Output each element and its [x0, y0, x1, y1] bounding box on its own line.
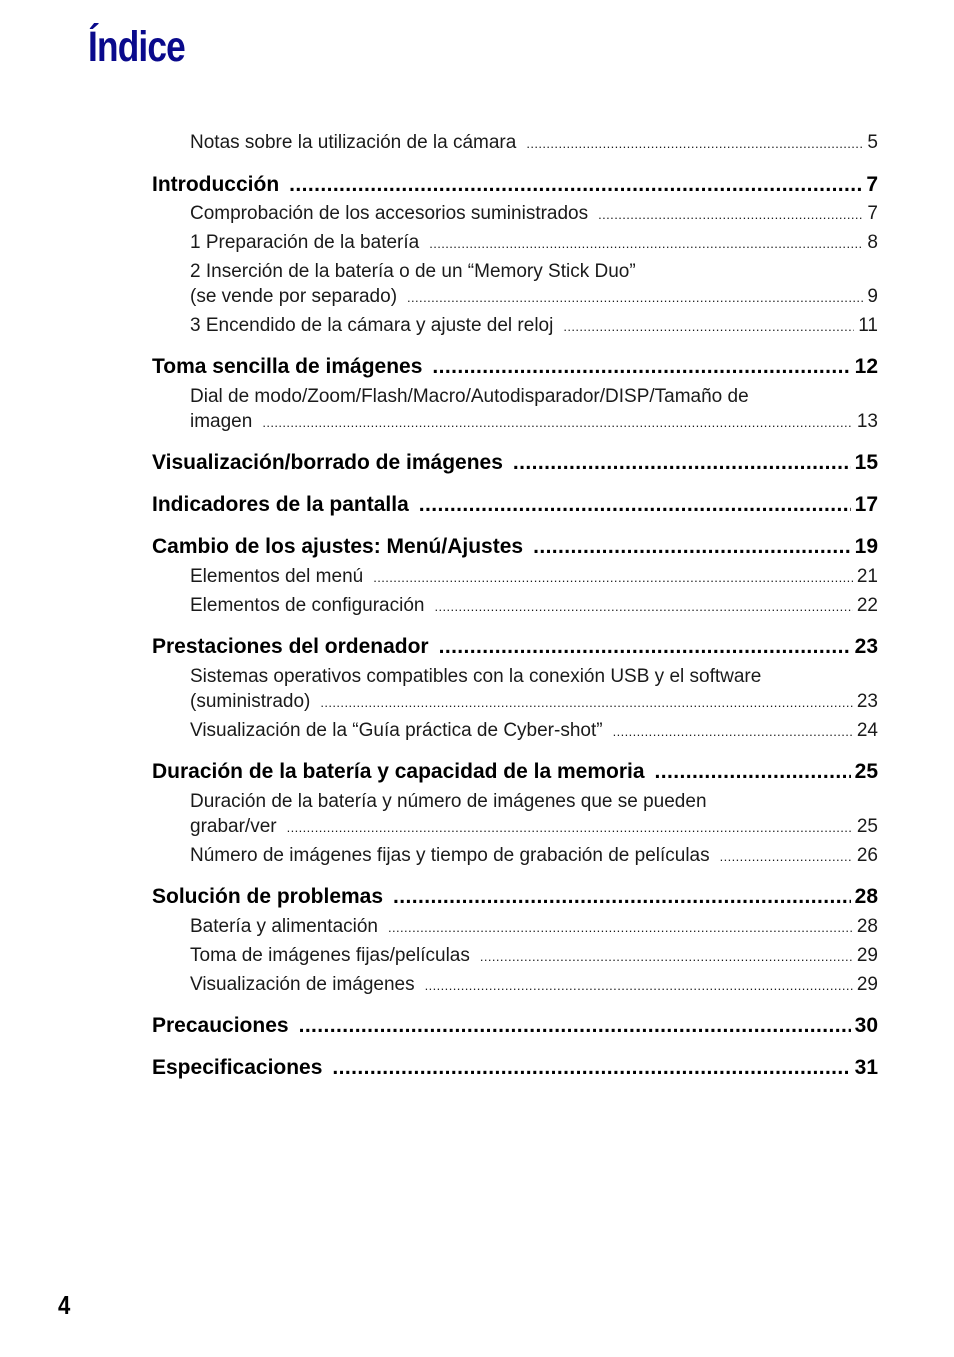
toc-entry-label: Número de imágenes fijas y tiempo de grabación de películas	[190, 845, 710, 866]
toc-entry-duracion-bateria[interactable]	[190, 816, 878, 838]
toc-section-label: Introducción	[152, 173, 280, 196]
toc-section-page: 30	[854, 1014, 878, 1037]
dot-leader	[299, 1014, 851, 1038]
toc-section-label: Cambio de los ajustes: Menú/Ajustes	[152, 535, 524, 558]
toc-entry-comprobacion[interactable]	[190, 203, 878, 225]
toc-entry-bateria-alimentacion[interactable]	[190, 916, 878, 938]
toc-entry-label: Elementos de configuración	[190, 595, 425, 616]
toc-section-visualizacion[interactable]	[152, 451, 878, 475]
toc-entry-sistemas[interactable]	[190, 691, 878, 713]
toc-entry-configuracion[interactable]	[190, 595, 878, 617]
toc-section-indicadores[interactable]	[152, 493, 878, 517]
toc-entry-label: imagen	[190, 411, 253, 432]
toc-entry-page: 5	[867, 132, 878, 153]
toc-section-cambio[interactable]	[152, 535, 878, 559]
toc-section-label: Solución de problemas	[152, 885, 384, 908]
toc-entry-page: 8	[867, 232, 878, 253]
toc-section-page: 12	[854, 355, 878, 378]
toc-entry-label: 1 Preparación de la batería	[190, 232, 420, 253]
toc-section-page: 15	[854, 451, 878, 474]
toc-entry-label: (se vende por separado)	[190, 286, 398, 307]
dot-leader	[429, 236, 863, 251]
dot-leader	[332, 1056, 850, 1080]
toc-section-page: 28	[854, 885, 878, 908]
toc-entry-duracion-bateria-line1: Duración de la batería y número de imágenes que se pueden	[190, 791, 707, 812]
dot-leader	[655, 760, 851, 784]
toc-entry-page: 23	[856, 691, 878, 712]
toc-section-page: 25	[854, 760, 878, 783]
toc-entry-page: 26	[856, 845, 878, 866]
toc-entry-page: 24	[856, 720, 878, 741]
dot-leader	[393, 885, 851, 909]
toc-section-precauciones[interactable]	[152, 1014, 878, 1038]
toc-entry-label: Elementos del menú	[190, 566, 364, 587]
toc-section-page: 31	[854, 1056, 878, 1079]
dot-leader	[262, 415, 853, 430]
toc-entry-numero-imagenes[interactable]	[190, 845, 878, 867]
dot-leader	[419, 493, 851, 517]
toc-entry-label: Visualización de la “Guía práctica de Cyber-shot”	[190, 720, 603, 741]
toc-section-label: Especificaciones	[152, 1056, 323, 1079]
toc-section-toma[interactable]	[152, 355, 878, 379]
toc-entry-page: 13	[856, 411, 878, 432]
toc-entry-toma-imagenes[interactable]	[190, 945, 878, 967]
dot-leader	[289, 173, 862, 197]
toc-entry-label: 3 Encendido de la cámara y ajuste del reloj	[190, 315, 554, 336]
toc-entry-page: 22	[856, 595, 878, 616]
dot-leader	[720, 849, 853, 864]
toc-section-label: Precauciones	[152, 1014, 289, 1037]
page-title: Índice	[88, 23, 185, 71]
dot-leader	[480, 949, 853, 964]
toc-entry-page: 29	[856, 974, 878, 995]
toc-entry-page: 29	[856, 945, 878, 966]
toc-section-label: Toma sencilla de imágenes	[152, 355, 423, 378]
toc-entry-menu[interactable]	[190, 566, 878, 588]
toc-entry-label: Comprobación de los accesorios suministrados	[190, 203, 589, 224]
toc-entry-page: 11	[858, 315, 878, 336]
toc-entry-label: Notas sobre la utilización de la cámara	[190, 132, 517, 153]
dot-leader	[407, 290, 863, 305]
dot-leader	[526, 136, 863, 151]
dot-leader	[373, 570, 853, 585]
toc-section-label: Duración de la batería y capacidad de la memoria	[152, 760, 645, 783]
dot-leader	[287, 820, 853, 835]
toc-entry-insercion[interactable]	[190, 286, 878, 308]
dot-leader	[598, 207, 863, 222]
toc-section-duracion[interactable]	[152, 760, 878, 784]
toc-section-page: 17	[854, 493, 878, 516]
page-number: 4	[58, 1290, 71, 1320]
toc-section-page: 7	[866, 173, 878, 196]
dot-leader	[533, 535, 851, 559]
toc-section-solucion[interactable]	[152, 885, 878, 909]
toc-entry-label: Batería y alimentación	[190, 916, 378, 937]
toc-entry-dial[interactable]	[190, 411, 878, 433]
toc-entry-preparacion[interactable]	[190, 232, 878, 254]
dot-leader	[563, 319, 854, 334]
toc-section-introduccion[interactable]	[152, 173, 878, 197]
dot-leader	[439, 635, 851, 659]
toc-section-page: 19	[854, 535, 878, 558]
dot-leader	[434, 599, 852, 614]
toc-entry-page: 9	[867, 286, 878, 307]
toc-entry-guia[interactable]	[190, 720, 878, 742]
toc-entry-label: grabar/ver	[190, 816, 277, 837]
toc-entry-encendido[interactable]	[190, 315, 878, 337]
toc-entry-page: 21	[856, 566, 878, 587]
dot-leader	[432, 355, 850, 379]
toc-entry-sistemas-line1: Sistemas operativos compatibles con la conexión USB y el software	[190, 666, 762, 687]
toc-entry-label: (suministrado)	[190, 691, 311, 712]
toc-section-prestaciones[interactable]	[152, 635, 878, 659]
dot-leader	[320, 695, 852, 710]
toc-entry-page: 28	[856, 916, 878, 937]
toc-section-label: Prestaciones del ordenador	[152, 635, 429, 658]
toc-section-label: Indicadores de la pantalla	[152, 493, 409, 516]
toc-entry-label: Toma de imágenes fijas/películas	[190, 945, 470, 966]
toc-entry-insercion-line1: 2 Inserción de la batería o de un “Memory Stick Duo”	[190, 261, 636, 282]
toc-entry-page: 7	[867, 203, 878, 224]
dot-leader	[388, 920, 853, 935]
toc-entry-notas[interactable]	[190, 132, 878, 154]
dot-leader	[513, 451, 851, 475]
dot-leader	[425, 978, 853, 993]
dot-leader	[613, 724, 853, 739]
toc-section-especificaciones[interactable]	[152, 1056, 878, 1080]
toc-section-label: Visualización/borrado de imágenes	[152, 451, 503, 474]
toc-entry-page: 25	[856, 816, 878, 837]
toc-section-page: 23	[854, 635, 878, 658]
toc-entry-visualizacion-imagenes[interactable]	[190, 974, 878, 996]
toc-entry-label: Visualización de imágenes	[190, 974, 415, 995]
toc-entry-dial-line1: Dial de modo/Zoom/Flash/Macro/Autodisparador/DISP/Tamaño de	[190, 386, 749, 407]
